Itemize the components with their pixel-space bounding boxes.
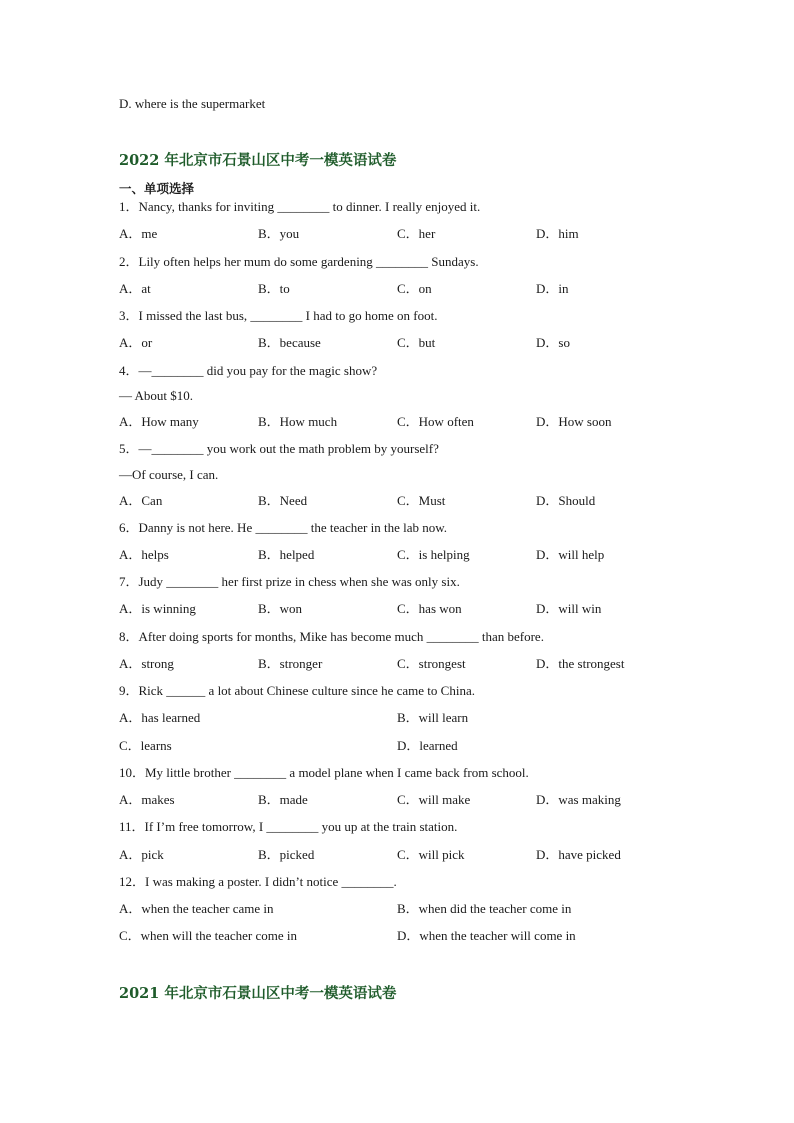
question-12-option-a: A．when the teacher came in [119,901,274,916]
question-10-option-b: B．made [258,792,308,807]
question-11-option-a: A．pick [119,847,164,862]
question-7-option-a: A．is winning [119,601,196,616]
question-6-option-b: B．helped [258,547,315,562]
question-1-option-a: A．me [119,226,158,241]
question-4-option-b: B．How much [258,414,338,429]
question-4-option-a: A．How many [119,414,199,429]
question-12-option-c: C．when will the teacher come in [119,928,297,943]
question-3-stem: 3．I missed the last bus, ________ I had to go home on foot. [119,308,438,323]
question-8-option-c: C．strongest [397,656,466,671]
question-6-option-d: D．will help [536,547,605,562]
question-2-stem: 2．Lily often helps her mum do some gardening ________ Sundays. [119,254,479,269]
question-5-reply: —Of course, I can. [119,467,219,482]
question-7-option-b: B．won [258,601,303,616]
question-1-option-c: C．her [397,226,436,241]
question-4-stem: 4．—________ did you pay for the magic show? [119,363,378,378]
question-9-stem: 9．Rick ______ a lot about Chinese culture since he came to China. [119,683,475,698]
question-7-option-c: C．has won [397,601,462,616]
question-8-stem: 8．After doing sports for months, Mike has become much ________ than before. [119,629,544,644]
question-11-option-b: B．picked [258,847,315,862]
question-1-option-b: B．you [258,226,300,241]
question-9-option-d: D．learned [397,738,458,753]
question-7-option-d: D．will win [536,601,602,616]
question-1-option-d: D．him [536,226,579,241]
question-9-option-a: A．has learned [119,710,201,725]
previous-option-d: D. where is the supermarket [119,96,266,111]
question-4-option-c: C．How often [397,414,474,429]
question-11-option-c: C．will pick [397,847,465,862]
question-5-option-a: A．Can [119,493,163,508]
question-4-option-d: D．How soon [536,414,612,429]
question-2-option-d: D．in [536,281,569,296]
question-10-option-a: A．makes [119,792,175,807]
question-6-option-c: C．is helping [397,547,470,562]
question-3-option-b: B．because [258,335,321,350]
question-4-reply: — About $10. [119,388,194,403]
question-2-option-a: A．at [119,281,151,296]
question-6-option-a: A．helps [119,547,169,562]
question-10-option-d: D．was making [536,792,621,807]
question-9-option-c: C．learns [119,738,172,753]
question-1-stem: 1．Nancy, thanks for inviting ________ to dinner. I really enjoyed it. [119,199,481,214]
question-11-option-d: D．have picked [536,847,621,862]
question-8-option-b: B．stronger [258,656,323,671]
question-12-option-d: D．when the teacher will come in [397,928,576,943]
question-11-stem: 11．If I’m free tomorrow, I ________ you up at the train station. [119,819,458,834]
paper-title-2022: 2022 年北京市石景山区中考一模英语试卷 [119,152,397,169]
question-12-stem: 12．I was making a poster. I didn’t notice ________. [119,874,397,889]
question-8-option-d: D．the strongest [536,656,625,671]
question-3-option-c: C．but [397,335,436,350]
question-2-option-c: C．on [397,281,432,296]
question-3-option-a: A．or [119,335,153,350]
question-10-option-c: C．will make [397,792,471,807]
question-5-stem: 5．—________ you work out the math problem by yourself? [119,441,439,456]
question-5-option-b: B．Need [258,493,308,508]
question-3-option-d: D．so [536,335,570,350]
question-9-option-b: B．will learn [397,710,469,725]
paper-title-2021: 2021 年北京市石景山区中考一模英语试卷 [119,985,397,1002]
question-2-option-b: B．to [258,281,290,296]
question-7-stem: 7．Judy ________ her first prize in chess when she was only six. [119,574,460,589]
question-5-option-c: C．Must [397,493,446,508]
question-12-option-b: B．when did the teacher come in [397,901,572,916]
section-heading: 一、单项选择 [119,181,195,196]
question-6-stem: 6．Danny is not here. He ________ the teacher in the lab now. [119,520,448,535]
question-8-option-a: A．strong [119,656,174,671]
question-5-option-d: D．Should [536,493,596,508]
question-10-stem: 10．My little brother ________ a model plane when I came back from school. [119,765,529,780]
